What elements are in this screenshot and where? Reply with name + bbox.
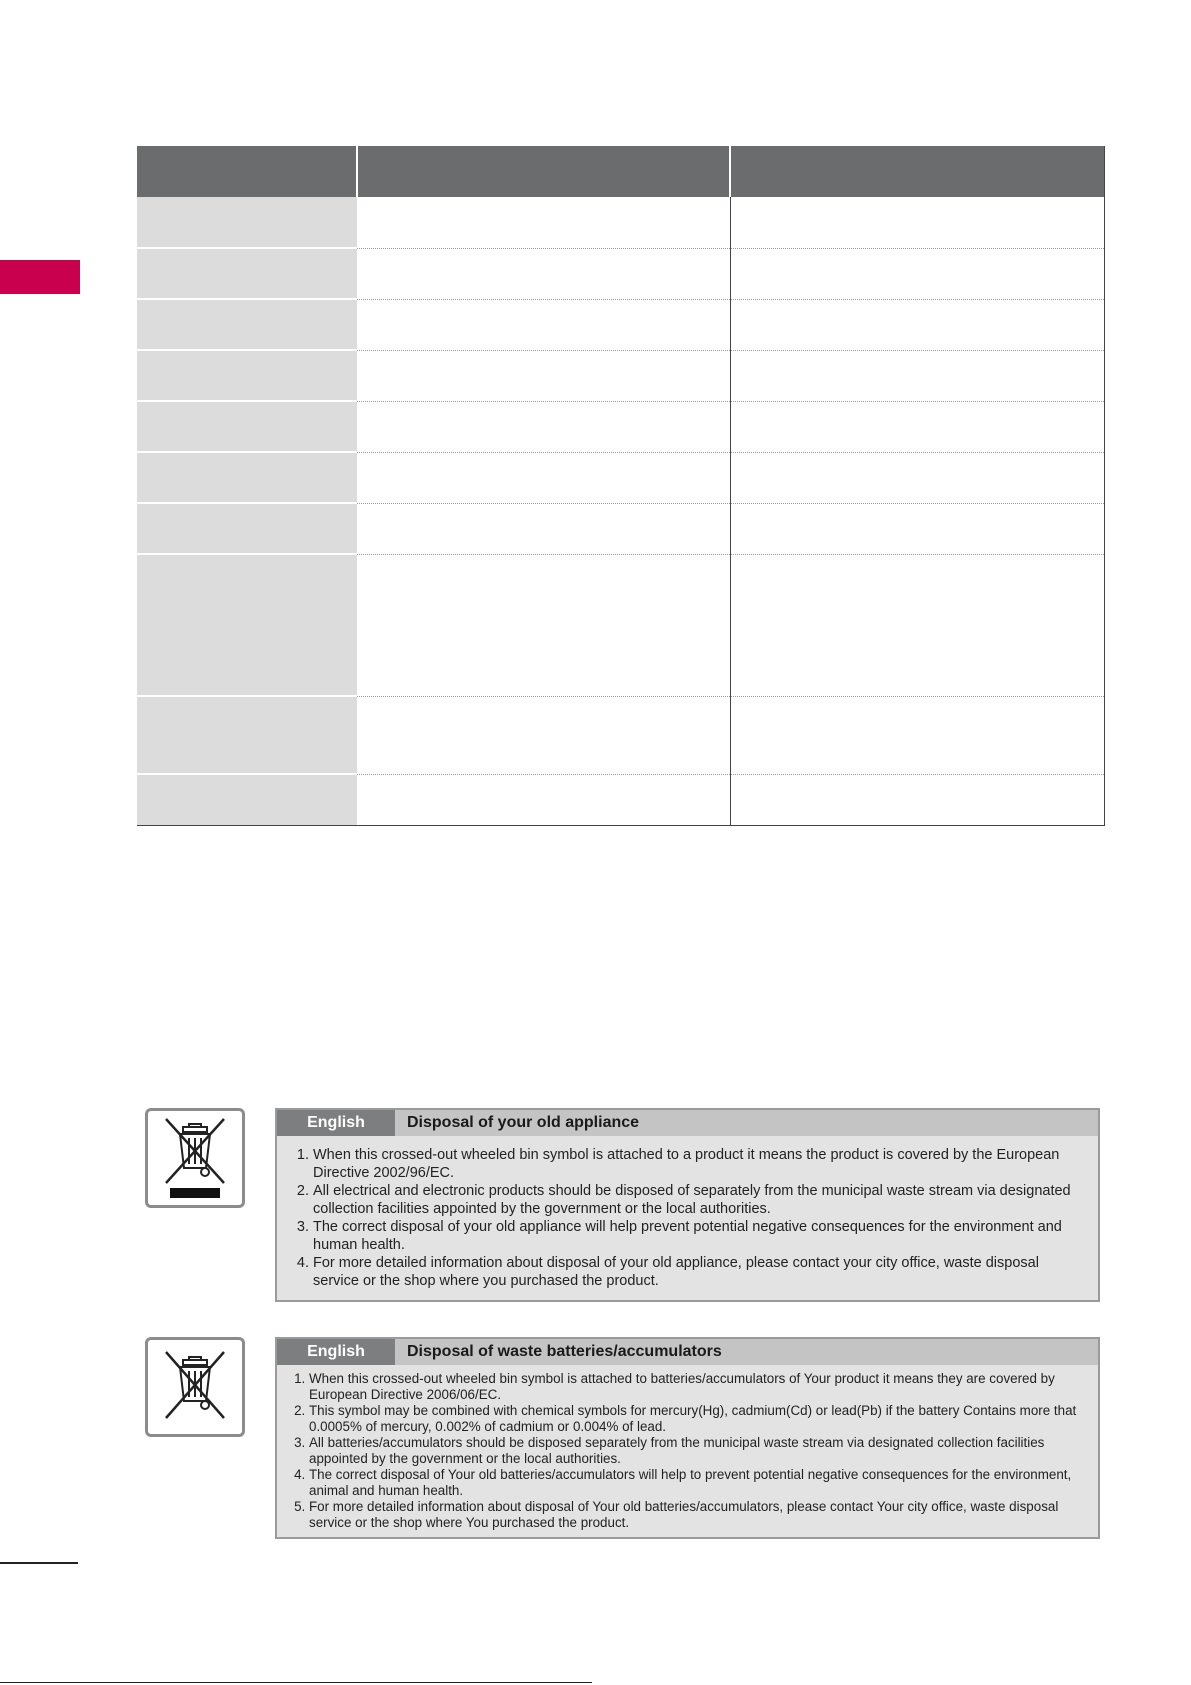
- corner-rule: [0, 1562, 78, 1564]
- spec-header-cell: [137, 146, 357, 197]
- spec-value-cell: [357, 248, 730, 299]
- language-label: English: [277, 1339, 395, 1365]
- spec-value-cell: [357, 350, 730, 401]
- spec-table-header-row: [137, 146, 1104, 197]
- spec-label-cell: [137, 197, 357, 248]
- appliance-disposal-panel: [275, 1108, 1100, 1302]
- notice-title: Disposal of your old appliance: [407, 1114, 640, 1131]
- list-item: 3. All batteries/accumulators should be disposed separately from the municipal waste stream via designated collection facilities appointed by the government or the local authorities.: [309, 1435, 1084, 1467]
- list-item: 2. This symbol may be combined with chemical symbols for mercury(Hg), cadmium(Cd) or lead(Pb) if the battery Contains more that 0.0005% of mercury, 0.002% of cadmium or 0.004% of lead.: [309, 1403, 1084, 1435]
- battery-disposal-panel: [275, 1337, 1100, 1539]
- spec-value-cell: [357, 197, 730, 248]
- spec-label-cell: [137, 401, 357, 452]
- spec-header-cell: [357, 146, 730, 197]
- spec-label-cell: [137, 452, 357, 503]
- spec-label-cell: [137, 503, 357, 554]
- panel-header: [277, 1339, 1098, 1365]
- spec-label-cell: [137, 696, 357, 774]
- spec-value-cell: [357, 696, 730, 774]
- table-row: [137, 299, 1104, 350]
- spec-value-cell: [730, 554, 1104, 696]
- spec-value-cell: [357, 299, 730, 350]
- table-row: [137, 554, 1104, 696]
- table-row: [137, 696, 1104, 774]
- footer-rule: [0, 1682, 592, 1683]
- section-tab-marker: [0, 260, 80, 294]
- spec-value-cell: [357, 452, 730, 503]
- spec-label-cell: [137, 774, 357, 825]
- notice-list: [277, 1371, 1084, 1531]
- language-label: English: [277, 1110, 395, 1136]
- spec-value-cell: [730, 696, 1104, 774]
- spec-label-cell: [137, 299, 357, 350]
- panel-header: [277, 1110, 1098, 1136]
- crossed-out-wheeled-bin-icon: [148, 1111, 242, 1205]
- spec-label-cell: [137, 350, 357, 401]
- list-item: 3. The correct disposal of your old appliance will help prevent potential negative consequences for the environment and human health.: [313, 1218, 1084, 1254]
- notice-list: [277, 1146, 1084, 1290]
- table-row: [137, 350, 1104, 401]
- specification-table: [137, 146, 1105, 826]
- table-row: [137, 774, 1104, 825]
- spec-label-cell: [137, 248, 357, 299]
- crossed-out-wheeled-bin-icon: [148, 1340, 242, 1434]
- table-row: [137, 248, 1104, 299]
- spec-value-cell: [730, 401, 1104, 452]
- spec-value-cell: [357, 774, 730, 825]
- spec-value-cell: [730, 197, 1104, 248]
- spec-header-cell: [730, 146, 1104, 197]
- table-row: [137, 452, 1104, 503]
- notice-title: Disposal of waste batteries/accumulators: [407, 1343, 722, 1360]
- spec-value-cell: [357, 401, 730, 452]
- spec-value-cell: [730, 503, 1104, 554]
- spec-value-cell: [730, 299, 1104, 350]
- table-row: [137, 503, 1104, 554]
- spec-value-cell: [357, 503, 730, 554]
- table-row: [137, 401, 1104, 452]
- spec-value-cell: [730, 452, 1104, 503]
- spec-value-cell: [357, 554, 730, 696]
- list-item: 5. For more detailed information about disposal of Your old batteries/accumulators, please contact Your city office, waste disposal service or the shop where You purchased the product.: [309, 1499, 1084, 1531]
- list-item: 4. The correct disposal of Your old batteries/accumulators will help to prevent potential negative consequences for the environment, animal and human health.: [309, 1467, 1084, 1499]
- spec-value-cell: [730, 774, 1104, 825]
- list-item: 1. When this crossed-out wheeled bin symbol is attached to a product it means the product is covered by the European Directive 2002/96/EC.: [313, 1146, 1084, 1182]
- table-row: [137, 197, 1104, 248]
- list-item: 2. All electrical and electronic products should be disposed of separately from the municipal waste stream via designated collection facilities appointed by the government or the local authorities.: [313, 1182, 1084, 1218]
- spec-value-cell: [730, 350, 1104, 401]
- list-item: 1. When this crossed-out wheeled bin symbol is attached to batteries/accumulators of Your product it means they are covered by European Directive 2006/06/EC.: [309, 1371, 1084, 1403]
- bin-symbol-frame: [145, 1108, 245, 1208]
- spec-value-cell: [730, 248, 1104, 299]
- list-item: 4. For more detailed information about disposal of your old appliance, please contact your city office, waste disposal service or the shop where you purchased the product.: [313, 1254, 1084, 1290]
- spec-label-cell: [137, 554, 357, 696]
- bin-symbol-frame: [145, 1337, 245, 1437]
